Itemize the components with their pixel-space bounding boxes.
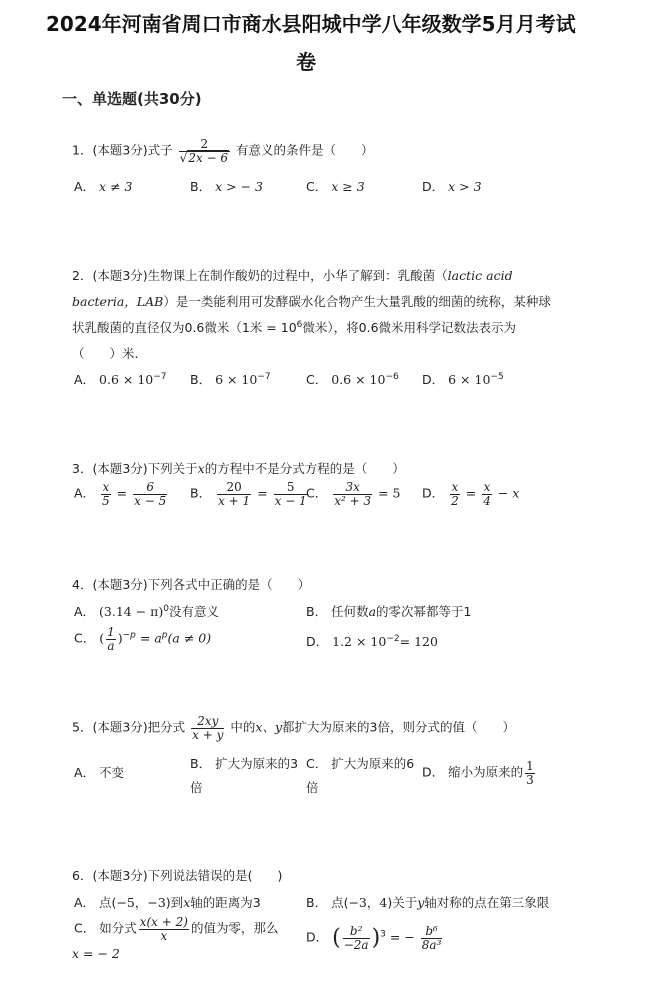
q2-option-d[interactable]: D． $6 \times 10^{-5}$ [422,371,504,387]
q1-option-d[interactable]: D． x > 3 [422,179,482,194]
q4-option-c[interactable]: C． ( $\frac{1}{a}$ )$^{-p} = a^p(a \ne 0)$ [74,625,212,653]
q1-stem-post: 有意义的条件是（ ） [236,142,374,158]
q1-den: √2x − 6 [179,150,229,165]
q4-option-d[interactable]: D． $1.2 \times 10^{-2}= 120$ [306,633,438,649]
page-title-line2: 卷 [296,50,316,74]
q5-option-d[interactable]: D． 缩小为原来的 $\frac{1}{3}$ [422,759,534,787]
q5-option-c[interactable]: C． 扩大为原来的6 倍 [306,756,415,795]
q1-num: 2 [179,138,230,152]
question-2-line1: 2．(本题3分)生物课上在制作酸奶的过程中，小华了解到：乳酸菌（lactic acid [72,268,513,283]
question-3-stem: 3．(本题3分)下列关于x的方程中不是分式方程的是（ ） [72,461,405,476]
question-2-line3: 状乳酸菌的直径仅为0.6微米（1米 = $10^6$微米），将0.6微米用科学记数法表示为 [72,319,517,335]
question-6-stem: 6．(本题3分)下列说法错误的是( ) [72,868,283,883]
q3-option-b[interactable]: B． $\frac{20}{x + 1}$ = $\frac{5}{x - 1}$ [190,480,307,508]
q3-option-a[interactable]: A． $\frac{x}{5}$ = $\frac{6}{x - 5}$ [74,480,167,508]
q1-option-b[interactable]: B． x > − 3 [190,179,263,194]
q6-option-c[interactable]: C． 如分式 $\frac{x(x + 2)}{x}$ 的值为零，那么 [74,915,279,943]
q2-option-a[interactable]: A． $0.6 \times 10^{-7}$ [74,371,167,387]
q6-option-a[interactable]: A． 点(−5，−3)到x轴的距离为3 [74,895,261,910]
q1-option-a[interactable]: A． x ≠ 3 [74,179,133,194]
question-4-stem: 4．(本题3分)下列各式中正确的是（ ） [72,577,311,592]
q4-option-a[interactable]: A． $(3.14 - \pi)^0$没有意义 [74,603,220,619]
q3-option-d[interactable]: D． $\frac{x}{2}$ = $\frac{x}{4}$ − x [422,480,520,508]
question-2-line4: （ ）米. [72,346,139,361]
page-title-line1: 2024年河南省周口市商水县阳城中学八年级数学5月月考试 [46,12,576,36]
q6-option-c-line2: x = − 2 [72,946,120,961]
q1-fraction [179,138,230,164]
q1-option-c[interactable]: C． x ≥ 3 [306,179,365,194]
q1-stem-pre: 1．(本题3分)式子 [72,142,173,158]
q4-option-b[interactable]: B． 任何数a的零次幂都等于1 [306,604,472,619]
q3-option-c[interactable]: C． $\frac{3x}{\text{x² + 3}}$ = 5 [306,480,401,508]
question-5-stem: 5．(本题3分)把分式 $\frac{2xy}{x + y}$ 中的x、y都扩大为原来的3倍，则分式的值（ ） [72,714,515,742]
question-1-stem [72,138,374,164]
q2-option-c[interactable]: C． $0.6 \times 10^{-6}$ [306,371,399,387]
question-2-line2: bacteria，LAB）是一类能利用可发酵碳水化合物产生大量乳酸的细菌的统称，某种球 [72,294,551,309]
q5-option-b[interactable]: B． 扩大为原来的3 倍 [190,756,299,795]
q5-option-a[interactable]: A． 不变 [74,765,125,780]
q6-option-d[interactable]: D． ( $\frac{\text{b²}}{-2a}$ )$^3$ = − $\frac{\text{b⁶}}{\text{8a³}}$ [306,924,442,952]
section-heading: 一、单选题(共30分) [62,90,202,108]
q6-option-b[interactable]: B． 点(−3，4)关于y轴对称的点在第三象限 [306,895,550,910]
q2-option-b[interactable]: B． $6 \times 10^{-7}$ [190,371,271,387]
